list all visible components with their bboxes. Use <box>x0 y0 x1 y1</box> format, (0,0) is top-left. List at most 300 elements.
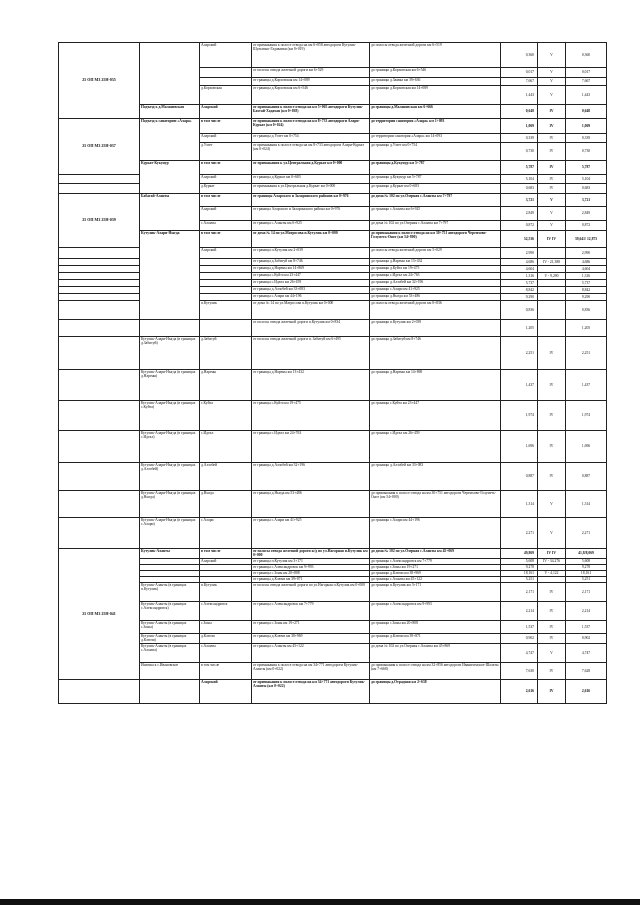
start-point-cell: от границы с.Аланты км 6+925 <box>252 221 370 231</box>
road-name-cell: Подъезд к санаторию «Алара» <box>140 119 200 161</box>
length-km-cell: 0,017 <box>501 68 538 78</box>
start-point-cell: от границы с.Куйта км 19+475 <box>252 401 370 431</box>
category-cell <box>538 266 566 273</box>
length-by-category-cell: 5,251 <box>566 577 607 583</box>
road-name-cell <box>140 320 200 337</box>
length-km-cell: 5,251 <box>501 577 538 583</box>
end-point-cell: до границы д.Кукунур км 5+787 <box>370 175 501 184</box>
road-name-cell: Кутулик-Аланты (в границах д.Ключи) <box>140 634 200 644</box>
length-by-category-cell: 1,696 <box>566 431 607 463</box>
length-by-category-cell: 2,214 <box>566 602 607 621</box>
length-km-cell: 0,360 <box>501 43 538 68</box>
table-row <box>59 463 607 491</box>
length-by-category-cell: 1,437 <box>566 370 607 401</box>
category-cell: IV IV <box>538 549 566 559</box>
location-cell: Аларский <box>200 134 252 143</box>
road-name-cell: Кутулик-Аланты (в границах с.Зоны) <box>140 621 200 634</box>
start-point-cell: от границы с.Алари км 44+196 <box>252 294 370 301</box>
location-cell <box>200 78 252 86</box>
location-cell: д.Корховская <box>200 86 252 105</box>
length-km-cell: 9,290 <box>501 294 538 301</box>
length-by-category-cell: 5,787 <box>566 161 607 175</box>
table-row <box>59 231 607 248</box>
length-km-cell: 3,721 <box>501 194 538 207</box>
location-cell: в том числе <box>200 549 252 559</box>
road-name-cell: Кутулик-Аланты <box>140 549 200 559</box>
length-by-category-cell: 1,443 <box>566 86 607 105</box>
length-by-category-cell: 4,747 <box>566 644 607 663</box>
category-cell: IV <box>538 143 566 161</box>
end-point-cell: до границы д.Корховская км 14+089 <box>370 86 501 105</box>
length-by-category-cell: 1,314 <box>566 491 607 518</box>
start-point-cell: от полосы отвода железной дороги по ул.Нагорная п.Кутулик км 0+000 <box>252 583 370 602</box>
road-name-cell: Кутулик-Алари-Ныгда (в границах д.Ныгда) <box>140 491 200 518</box>
road-name-cell: Бабагай-Аланты <box>140 194 200 231</box>
start-point-cell: от полосы отвода железной дороги км 6+529 <box>252 68 370 78</box>
length-km-cell: 2,616 <box>501 680 538 704</box>
road-code-cell <box>59 518 140 549</box>
length-by-category-cell: 2,171 <box>566 583 607 602</box>
category-cell: V <box>538 491 566 518</box>
length-km-cell: 2,271 <box>501 518 538 549</box>
table-row <box>59 431 607 463</box>
location-cell: в том числе <box>200 194 252 207</box>
end-point-cell: до примыкания к полосе отвода на км 30+751 автодороги Черемхово-Голуметь-Онот (км 54+800) <box>370 231 501 248</box>
length-by-category-cell: 2,251 <box>566 337 607 370</box>
length-by-category-cell: 0,648 <box>566 105 607 119</box>
end-point-cell: до границы с.Алари км 44+196 <box>370 518 501 549</box>
end-point-cell: до границы с.Александровск км 9+993 <box>370 602 501 621</box>
start-point-cell: от границы д.Корховская км 14+089 <box>252 78 370 86</box>
start-point-cell: от границы Аларского и Заларинского районов км 0+976 <box>252 194 370 207</box>
start-point-cell: от границы д.Забитуй км 8+746 <box>252 259 370 266</box>
road-code-cell <box>59 280 140 287</box>
end-point-cell: до полосы отвода железной дороги км 5+029 <box>370 248 501 259</box>
road-code-cell: 25 ОП МЗ 25Н-039 <box>59 194 140 248</box>
length-by-category-cell: 0,887 <box>566 463 607 491</box>
start-point-cell: от границы п.Кутулик км 2+039 <box>252 248 370 259</box>
length-km-cell: 1,974 <box>501 401 538 431</box>
location-cell: д.Куркат <box>200 184 252 194</box>
start-point-cell: от границы с.Идеал км 24+763 <box>252 431 370 463</box>
location-cell: с.Зоны <box>200 621 252 634</box>
start-point-cell: от примыкания к полосе отвода на км 6+058 автодороги Кутулик-Шульгино-Гадаваики (км 0+019) <box>252 43 370 68</box>
road-code-cell: 25 ОП МЗ 25Н-041 <box>59 549 140 680</box>
start-point-cell: от границы Аларского и Заларинского района км 0+976 <box>252 207 370 221</box>
length-by-category-cell: 0,872 <box>566 221 607 231</box>
length-km-cell: 5,737 <box>501 280 538 287</box>
location-cell: д.Ныгда <box>200 491 252 518</box>
length-km-cell: 0,836 <box>501 301 538 320</box>
location-cell: д.Ключи <box>200 634 252 644</box>
length-km-cell: 0,730 <box>501 143 538 161</box>
start-point-cell: от границы д.Ключи км 38+969 <box>252 634 370 644</box>
location-cell: с.Аланты <box>200 221 252 231</box>
location-cell <box>200 280 252 287</box>
length-by-category-cell: 1,316 <box>566 273 607 280</box>
road-code-cell <box>59 266 140 273</box>
start-point-cell: от границы д.Куркат км 0+683 <box>252 175 370 184</box>
table-row <box>59 518 607 549</box>
road-name-cell: Кутулик-Аланты (в границах с.Аланты) <box>140 644 200 663</box>
end-point-cell: до границы с.Идеал км 24+763 <box>370 273 501 280</box>
length-km-cell: 1,314 <box>501 491 538 518</box>
end-point-cell: до границы д.Улзет км 0+754 <box>370 143 501 161</box>
length-km-cell: 5,787 <box>501 161 538 175</box>
location-cell <box>200 273 252 280</box>
road-name-cell: Подъезд к д.Малановская <box>140 105 200 119</box>
length-by-category-cell: 0,360 <box>566 43 607 68</box>
length-km-cell: 1,696 <box>501 431 538 463</box>
length-by-category-cell: 0,339 <box>566 134 607 143</box>
road-code-cell <box>59 431 140 463</box>
road-code-cell <box>59 491 140 518</box>
end-point-cell: до территории санатория «Алара» км 1+093 <box>370 119 501 134</box>
table-row <box>59 663 607 680</box>
length-km-cell: 5,608 <box>501 559 538 565</box>
length-km-cell: 8,842 <box>501 287 538 294</box>
start-point-cell: от полосы отвода железной дороги ж/д по ул.Нагорная п.Кутулик км 0+000 <box>253 549 368 558</box>
end-point-cell: до границы д.Нарены км 13+432 <box>370 259 501 266</box>
length-km-cell: 1,069 <box>501 119 538 134</box>
end-point-cell: до границы с.Аланты км 6+925 <box>370 207 501 221</box>
length-km-cell: 7,667 <box>501 78 538 86</box>
end-point-cell: до территории санатория «Алара» км 14+093 <box>370 134 501 143</box>
length-km-cell: 0,902 <box>501 634 538 644</box>
length-by-category-cell: 2,990 <box>566 248 607 259</box>
start-point-cell: от дома № 14 по ул.Матросова п.Кутулик км 0+000 <box>252 301 370 320</box>
end-point-cell: до границы с.Александровск км 7+779 <box>370 559 501 565</box>
start-point-cell: от примыкания к полосе отвода на км 34+771 автодороги Кутулик-Аланты (км 0+022) <box>252 680 370 704</box>
category-cell: V - 4,122 <box>538 571 566 577</box>
length-by-category-cell: 1,974 <box>566 401 607 431</box>
length-by-category-cell: 2,271 <box>566 518 607 549</box>
road-code-cell <box>59 301 140 320</box>
location-cell <box>200 287 252 294</box>
category-cell: IV <box>538 463 566 491</box>
road-code-cell <box>59 401 140 431</box>
location-cell: в том числе <box>200 161 252 175</box>
length-km-cell: 4,604 <box>501 266 538 273</box>
location-cell: Аларский <box>200 559 252 565</box>
length-km-cell: 1,537 <box>501 621 538 634</box>
location-cell: в том числе <box>200 663 252 680</box>
end-point-cell: до дома № 102 по ул.Озерная с.Аланты км 7+797 <box>370 221 501 231</box>
length-km-cell: 2,214 <box>501 602 538 621</box>
start-point-cell: от границы с.Зоны км 19+271 <box>252 621 370 634</box>
length-km-cell: 2,251 <box>501 337 538 370</box>
road-code-cell <box>59 680 140 704</box>
length-by-category-cell: 7,628 <box>566 663 607 680</box>
road-code-cell <box>59 259 140 266</box>
table-row <box>59 583 607 602</box>
end-point-cell: до границы д.Заявка км 39+636 <box>370 78 501 86</box>
start-point-cell: от границы с.Куйта км 23+447 <box>252 273 370 280</box>
table-row <box>59 680 607 704</box>
table-row <box>59 320 607 337</box>
start-point-cell: от границы с.Александровск км 9+993 <box>252 565 370 571</box>
category-cell: V <box>538 194 566 207</box>
start-point-cell: от полосы отвода железной дороги п. Забитуй км 6+495 <box>252 337 370 370</box>
location-cell <box>200 320 252 337</box>
length-km-cell: 5,104 <box>501 175 538 184</box>
location-cell: Аларский <box>200 207 252 221</box>
end-point-cell: до границы д.Малановская км 6+666 <box>370 105 501 119</box>
table-row <box>59 644 607 663</box>
length-km-cell: 1,205 <box>501 320 538 337</box>
road-code-cell <box>59 463 140 491</box>
table-row <box>59 43 607 68</box>
end-point-cell: до границы с.Алари км 41+925 <box>370 287 501 294</box>
road-register-table <box>58 42 607 704</box>
road-name-cell: Кутулик-Аланты (в границах с.Александровск) <box>140 602 200 621</box>
location-cell: д.Алзобей <box>200 463 252 491</box>
length-by-category-cell: 0,683 <box>566 184 607 194</box>
category-cell: V <box>538 518 566 549</box>
end-point-cell: до границы д.Ныгда км 53+486 <box>370 294 501 301</box>
category-cell <box>538 280 566 287</box>
length-km-cell: 52,536 <box>501 231 538 248</box>
length-by-category-cell: 0,730 <box>566 143 607 161</box>
road-name-cell: Кутулик-Алари-Ныгда (в границах с.Идеал) <box>140 431 200 463</box>
category-cell: IV <box>538 119 566 134</box>
length-by-category-cell: 18,161 <box>566 571 607 577</box>
length-km-cell: 4,686 <box>501 259 538 266</box>
length-by-category-cell: 41,8/8,069 <box>566 549 607 559</box>
road-name-cell <box>140 43 200 105</box>
table-row <box>59 491 607 518</box>
table-row <box>59 161 607 175</box>
category-cell: IV <box>538 602 566 621</box>
location-cell: п.Кутулик <box>200 583 252 602</box>
table-row <box>59 602 607 621</box>
end-point-cell: до примыкания к полосе отвода на км 30+751 автодороги Черемхово-Голуметь-Онот (км 54+800) <box>370 491 501 518</box>
start-point-cell: от границы д.Ключи км 39+871 <box>252 577 370 583</box>
start-point-cell: от границы д.Алзобей км 33+083 <box>252 287 370 294</box>
category-cell: V <box>538 78 566 86</box>
location-cell: с.Алари <box>200 518 252 549</box>
category-cell <box>538 248 566 259</box>
road-name-cell: Куркат-Кукунур <box>140 161 200 194</box>
location-cell: д.Нарены <box>200 370 252 401</box>
location-cell: д.Забитуй <box>200 337 252 370</box>
length-km-cell: 1,443 <box>501 86 538 105</box>
road-code-cell <box>59 287 140 294</box>
length-km-cell: 0,887 <box>501 463 538 491</box>
location-cell: Аларский <box>200 248 252 259</box>
road-name-cell: Кутулик-Алари-Ныгда (в границах с.Алари) <box>140 518 200 549</box>
start-point-cell: от примыкания к полосе отвода на км 8+733 автодороги Алари-Куркат (км 0+024) <box>252 119 370 134</box>
length-km-cell: 49,869 <box>501 549 538 559</box>
road-code-cell <box>59 337 140 370</box>
length-by-category-cell: 4,604 <box>566 266 607 273</box>
end-point-cell: до границы д.Алзобей км 32+196 <box>370 280 501 287</box>
end-point-cell: до границы д.Забитуй км 8+746 <box>370 337 501 370</box>
category-cell: IV <box>538 175 566 184</box>
location-cell <box>200 68 252 78</box>
location-cell: с.Александровск <box>200 602 252 621</box>
road-code-cell <box>59 320 140 337</box>
category-cell: IV <box>538 184 566 194</box>
length-km-cell: 18,161 <box>501 571 538 577</box>
category-cell: IV <box>538 583 566 602</box>
length-km-cell: 1,437 <box>501 370 538 401</box>
start-point-cell: от границы с.Алари км 41+925 <box>252 518 370 549</box>
end-point-cell: до полосы отвода железной дороги км 0+836 <box>370 301 501 320</box>
end-point-cell: до дома № 102 по ул.Озерная с.Аланты км 45+069 <box>370 549 501 559</box>
length-km-cell: 9,278 <box>501 565 538 571</box>
start-point-cell: от примыкания к ул.Центральная д.Куркат км 0+000 <box>252 161 370 175</box>
end-point-cell: до границы п.Кутулик км 3+171 <box>370 583 501 602</box>
category-cell <box>538 294 566 301</box>
location-cell: д.Улзет <box>200 143 252 161</box>
category-cell: IV <box>538 161 566 175</box>
length-km-cell: 2,849 <box>501 207 538 221</box>
category-cell: V - 9,290 <box>538 273 566 280</box>
start-point-cell: от примыкания к полосе отвода на км 5+065 автодороги Кутулик-Бахтай-Хадахан (км 0+038) <box>252 105 370 119</box>
length-by-category-cell: 1,205 <box>566 320 607 337</box>
end-point-cell: до границы п.Кутулик км 2+039 <box>370 320 501 337</box>
location-cell: в том числе <box>200 119 252 134</box>
start-point-cell: от границы д.Нарены км 14+869 <box>252 266 370 273</box>
road-name-cell <box>140 680 200 704</box>
start-point-cell: от границы с.Зоны км 20+808 <box>252 571 370 577</box>
road-code-cell <box>59 370 140 401</box>
length-by-category-cell: 0,902 <box>566 634 607 644</box>
road-name-cell: Кутулик-Алари-Ныгда (в границах д.Алзобей) <box>140 463 200 491</box>
length-by-category-cell: 8,842 <box>566 287 607 294</box>
end-point-cell: до границы с.Идеал км 26+459 <box>370 431 501 463</box>
length-by-category-cell: 9,278 <box>566 565 607 571</box>
end-point-cell: до примыкания к полосе отвода на км 32+856 автодороги Иваниченское-Шалаты (км 7+668) <box>370 663 501 680</box>
length-by-category-cell: 1,069 <box>566 119 607 134</box>
start-point-cell: от границы с.Аланты км 45+122 <box>252 644 370 663</box>
start-point-cell: от границы с.Идеал км 26+459 <box>252 280 370 287</box>
table-row <box>59 370 607 401</box>
category-cell <box>538 320 566 337</box>
start-point-cell: от примыкания к ул.Центральная д.Куркат км 0+000 <box>252 184 370 194</box>
category-cell <box>538 287 566 294</box>
category-cell: V <box>538 86 566 105</box>
category-cell: V <box>538 68 566 78</box>
road-code-cell <box>59 184 140 194</box>
length-by-category-cell: 4,686 <box>566 259 607 266</box>
end-point-cell: до границы д.Куркат км 0+683 <box>370 184 501 194</box>
length-by-category-cell: 9,290 <box>566 294 607 301</box>
location-cell: Аларский <box>200 43 252 68</box>
scan-edge-bar <box>0 899 640 905</box>
length-by-category-cell: 2,849 <box>566 207 607 221</box>
location-cell: с.Куйта <box>200 401 252 431</box>
length-by-category-cell: 5,737 <box>566 280 607 287</box>
road-name-cell: Кутулик-Алари-Ныгда (в границах с.Куйта) <box>140 401 200 431</box>
length-by-category-cell: 39,641/ 12,875 <box>566 231 607 248</box>
start-point-cell: от границы п.Кутулик км 3+171 <box>252 559 370 565</box>
end-point-cell: до границы д.Корховская км 6+546 <box>370 68 501 78</box>
end-point-cell: до границы д.Нарены км 14+869 <box>370 370 501 401</box>
length-km-cell: 7,630 <box>501 663 538 680</box>
road-code-cell <box>59 248 140 259</box>
length-by-category-cell: 2,616 <box>566 680 607 704</box>
length-km-cell: 0,339 <box>501 134 538 143</box>
end-point-cell: до границы д.Куйта км 19+475 <box>370 266 501 273</box>
end-point-cell: до дома № 102 по ул.Озерная с.Аланты км 45+869 <box>370 644 501 663</box>
location-cell: п.Кутулик <box>200 301 252 320</box>
length-km-cell: 0,648 <box>501 105 538 119</box>
length-km-cell: 1,316 <box>501 273 538 280</box>
length-by-category-cell: 5,608 <box>566 559 607 565</box>
table-row <box>59 634 607 644</box>
location-cell: с.Идеал <box>200 431 252 463</box>
table-row <box>59 105 607 119</box>
end-point-cell: до дома № 102 по ул.Озерная с.Аланты км 7+797 <box>370 194 501 207</box>
end-point-cell: до границы д.Кукунур км 5+787 <box>370 161 501 175</box>
end-point-cell: до границы с.Зоны км 19+271 <box>370 565 501 571</box>
table-row <box>59 401 607 431</box>
category-cell: V <box>538 644 566 663</box>
end-point-cell: до границы с.Куйта км 23+447 <box>370 401 501 431</box>
road-code-cell <box>59 294 140 301</box>
length-by-category-cell: 0,836 <box>566 301 607 320</box>
category-cell: IV <box>538 663 566 680</box>
category-cell: IV <box>538 634 566 644</box>
road-code-cell <box>59 175 140 184</box>
start-point-cell: от границы с.Александровск км 7+779 <box>252 602 370 621</box>
category-cell: IV <box>538 105 566 119</box>
category-cell: V <box>538 43 566 68</box>
length-km-cell: 0,872 <box>501 221 538 231</box>
road-name-cell: Кутулик-Алари-Ныгда (в границах д.Нарены) <box>140 370 200 401</box>
end-point-cell: до границы д.Алзобей км 33+083 <box>370 463 501 491</box>
category-cell: IV <box>538 134 566 143</box>
start-point-cell: от полосы отвода железной дороги п.Кутулик км 0+834 <box>252 320 370 337</box>
road-code-cell: 25 ОП МЗ 25Н-035 <box>59 43 140 119</box>
location-cell <box>200 259 252 266</box>
table-row <box>59 119 607 134</box>
length-by-category-cell: 3,721 <box>566 194 607 207</box>
road-name-cell: Кутулик-Алари-Ныгда (в границах д.Забитуй) <box>140 337 200 370</box>
start-point-cell: от дома № 14 по ул.Матросова п.Кутулик км 0+000 <box>252 231 370 248</box>
table-row <box>59 621 607 634</box>
location-cell: с.Аланты <box>200 644 252 663</box>
length-by-category-cell: 5,104 <box>566 175 607 184</box>
road-name-cell: Кутулик-Аланты (в границах п.Кутулик) <box>140 583 200 602</box>
location-cell: Аларский <box>200 175 252 184</box>
road-code-cell <box>59 273 140 280</box>
end-point-cell: до границы д.Ключи км 39+871 <box>370 634 501 644</box>
table-row <box>59 194 607 207</box>
length-km-cell: 0,683 <box>501 184 538 194</box>
end-point-cell: до границы д.Отрадная км 2+638 <box>370 680 501 704</box>
length-km-cell: 4,747 <box>501 644 538 663</box>
category-cell: IV <box>538 680 566 704</box>
category-cell: IV <box>538 370 566 401</box>
location-cell <box>200 266 252 273</box>
table-body <box>59 43 607 704</box>
road-name-cell: Кутулик-Алари-Ныгда <box>140 231 200 320</box>
start-point-cell: от границы д.Корховская км 6+546 <box>252 86 370 105</box>
start-point-cell: от границы д.Ныгда км 53+486 <box>252 491 370 518</box>
category-cell: IV IV <box>538 231 566 248</box>
category-cell <box>538 301 566 320</box>
length-by-category-cell: 7,667 <box>566 78 607 86</box>
road-code-cell: 25 ОП МЗ 25Н-037 <box>59 119 140 175</box>
start-point-cell: от границы д.Нарены км 13+432 <box>252 370 370 401</box>
location-cell: Аларский <box>200 105 252 119</box>
road-name-cell: Ишичка к с.Ивановское <box>140 663 200 680</box>
table-row <box>59 549 607 559</box>
length-km-cell: 2,171 <box>501 583 538 602</box>
